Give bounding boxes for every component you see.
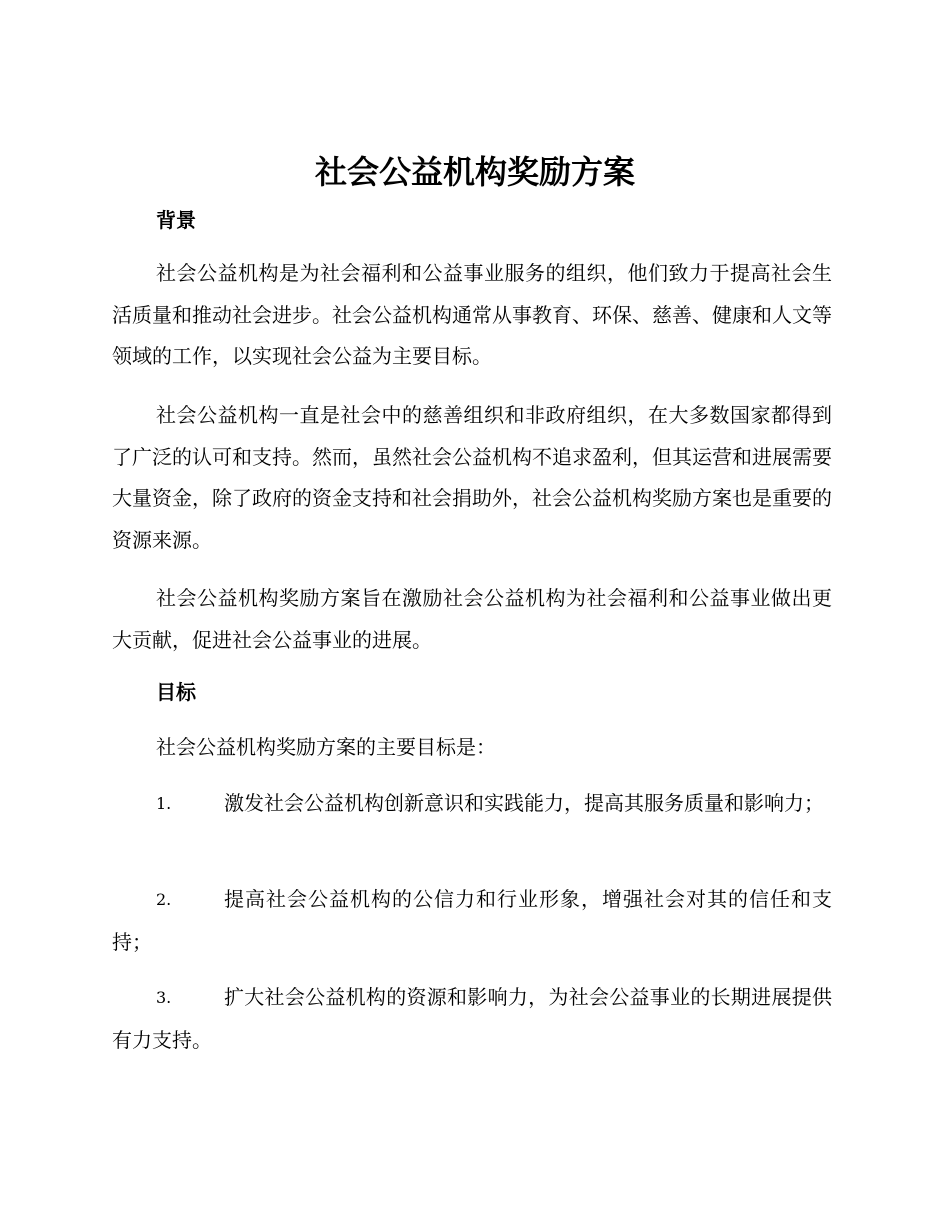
section-heading-background: 背景	[156, 208, 196, 232]
document-title: 社会公益机构奖励方案	[314, 153, 635, 191]
background-paragraph-3: 社会公益机构奖励方案旨在激励社会公益机构为社会福利和公益事业做出更大贡献，促进社会公益事业的进展。	[112, 586, 832, 652]
background-paragraph-1: 社会公益机构是为社会福利和公益事业服务的组织，他们致力于提高社会生活质量和推动社会进步。社会公益机构通常从事教育、环保、慈善、健康和人文等领域的工作，以实现社会公益为主要目标。	[112, 261, 832, 368]
list-item-number: 2.	[156, 890, 172, 909]
list-item	[112, 976, 832, 1062]
list-item-number: 3.	[156, 988, 172, 1007]
goals-intro: 社会公益机构奖励方案的主要目标是：	[156, 735, 496, 759]
list-item-text: 扩大社会公益机构的资源和影响力，为社会公益事业的长期进展提供有力支持。	[112, 985, 832, 1052]
list-item-number: 1.	[156, 794, 172, 813]
section-heading-goals: 目标	[156, 680, 196, 704]
list-item-text: 激发社会公益机构创新意识和实践能力，提高其服务质量和影响力；	[224, 791, 824, 815]
list-item-text: 提高社会公益机构的公信力和行业形象，增强社会对其的信任和支持；	[112, 887, 832, 954]
list-item	[112, 878, 832, 964]
list-item	[112, 782, 832, 825]
background-paragraph-2: 社会公益机构一直是社会中的慈善组织和非政府组织，在大多数国家都得到了广泛的认可和支持。然而，虽然社会公益机构不追求盈利，但其运营和进展需要大量资金，除了政府的资金支持和社会捐助外，社会公益机构奖励方案也是重要的资源来源。	[112, 403, 832, 552]
